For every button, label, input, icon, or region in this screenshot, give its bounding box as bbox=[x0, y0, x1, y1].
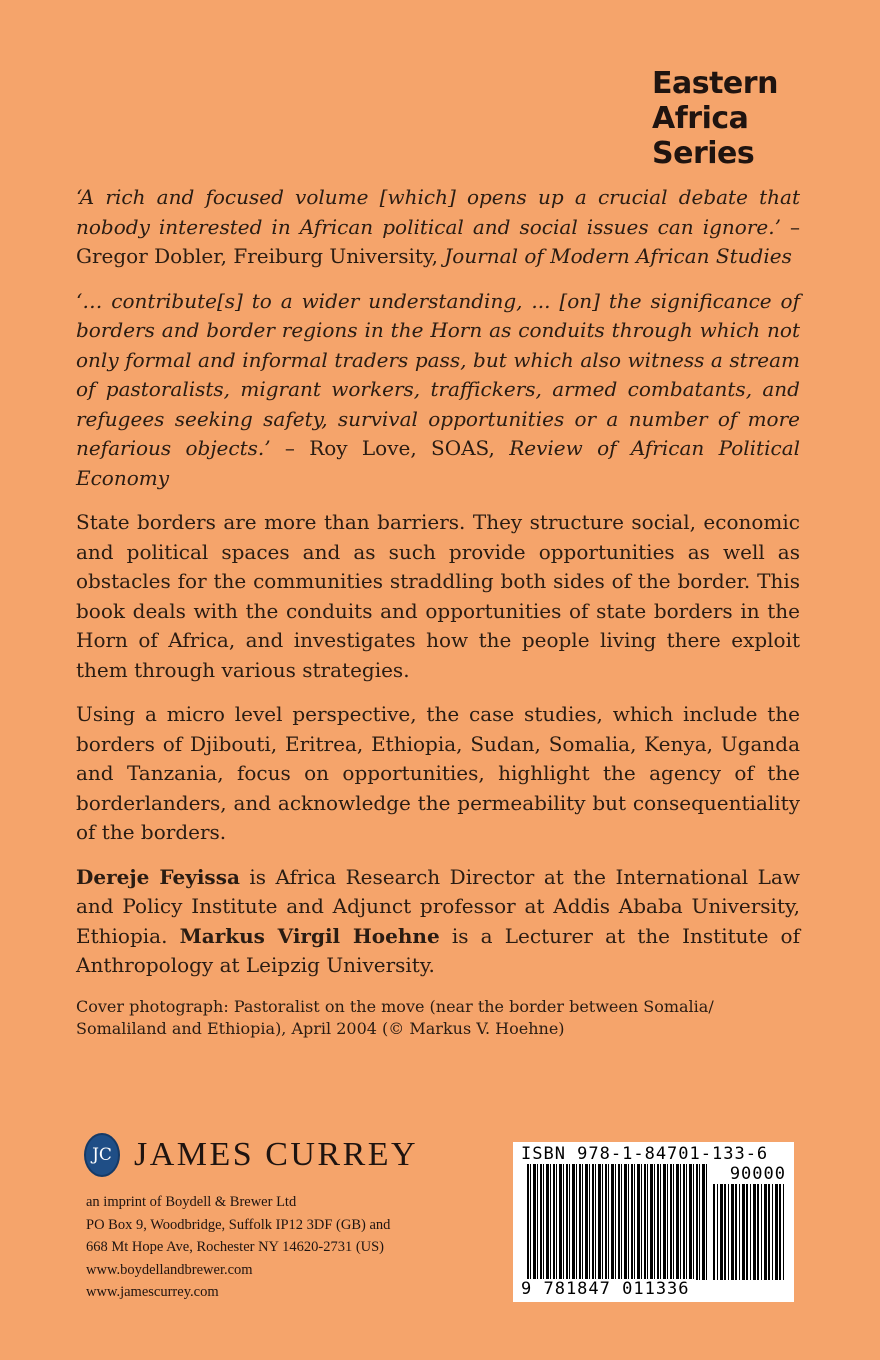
publisher-name: JAMES CURREY bbox=[134, 1136, 419, 1173]
review-quote-2-text: ‘… contribute[s] to a wider understanding, ... [on] the significance of borders and border regions in the Horn as conduits through which not only formal and informal traders pass, but which also witness a stream of pastoralists, migrant workers, traffickers, armed combatants, and refugees seeking safety, survival opportunities or a number of more nefarious objects.’ bbox=[76, 288, 800, 460]
series-title-line-1: Eastern bbox=[652, 66, 778, 101]
website-jamescurrey: www.jamescurrey.com bbox=[86, 1284, 219, 1300]
back-cover-text bbox=[76, 183, 800, 1056]
barcode-bars-main bbox=[527, 1164, 707, 1280]
price-code: 90000 bbox=[729, 1164, 786, 1184]
series-title-line-3: Series bbox=[652, 136, 755, 171]
publisher-brand bbox=[84, 1133, 418, 1177]
review-quote-2 bbox=[76, 287, 800, 494]
ean-digits: 9 781847 011336 bbox=[517, 1279, 694, 1299]
description-paragraph-2: Using a micro level perspective, the case studies, which include the borders of Djibouti, Eritrea, Ethiopia, Sudan, Somalia, Kenya, Uganda and Tanzania, focus on opportunities, highlight the agency of the borderlanders, and acknowledge the permeability but consequentiality of the borders. bbox=[76, 702, 800, 844]
review-quote-1-attribution: – Gregor Dobler, Freiburg University, bbox=[76, 214, 801, 268]
address-line-3: 668 Mt Hope Ave, Rochester NY 14620-2731 (US) bbox=[86, 1239, 385, 1255]
review-quote-2-attribution: – Roy Love, SOAS, bbox=[270, 436, 510, 460]
author-2-bio: is a Lecturer at the Institute of Anthropology at Leipzig University. bbox=[76, 923, 801, 977]
jc-logo-icon: JC bbox=[84, 1133, 120, 1177]
series-title bbox=[652, 66, 778, 171]
review-quote-1 bbox=[76, 183, 800, 272]
description-paragraph-1: State borders are more than barriers. They structure social, economic and political spaces and as such provide opportunities as well as obstacles for the communities straddling both sides of the border. This book deals with the conduits and opportunities of state borders in the Horn of Africa, and investigates how the people living there exploit them through various strategies. bbox=[76, 510, 800, 682]
barcode-bars-addon bbox=[713, 1184, 785, 1280]
author-1-bio: is Africa Research Director at the International Law and Policy Institute and Adjunct professor at Addis Ababa University, Ethiopia. bbox=[76, 864, 801, 948]
publisher-address bbox=[86, 1191, 390, 1304]
isbn-barcode bbox=[513, 1142, 794, 1302]
website-boydell: www.boydellandbrewer.com bbox=[86, 1261, 253, 1278]
series-title-line-2: Africa bbox=[652, 101, 749, 136]
author-1-name: Dereje Feyissa bbox=[76, 864, 240, 889]
address-line-1: an imprint of Boydell & Brewer Ltd bbox=[86, 1194, 297, 1210]
review-quote-1-text: ‘A rich and focused volume [which] opens up a crucial debate that nobody interested in African political and social issues can ignore.’ bbox=[76, 185, 800, 239]
author-2-name: Markus Virgil Hoehne bbox=[179, 923, 440, 948]
isbn-number: ISBN 978-1-84701-133-6 bbox=[521, 1144, 769, 1164]
cover-photo-credit: Cover photograph: Pastoralist on the move (near the border between Somalia/ Somaliland and Ethiopia), April 2004 (© Markus V. Hoehne) bbox=[76, 996, 714, 1038]
review-quote-2-source: Review of African Political Economy bbox=[76, 436, 801, 490]
review-quote-1-source: Journal of Modern African Studies bbox=[444, 244, 792, 268]
address-line-2: PO Box 9, Woodbridge, Suffolk IP12 3DF (GB) and bbox=[86, 1216, 391, 1233]
author-bios bbox=[76, 863, 800, 981]
